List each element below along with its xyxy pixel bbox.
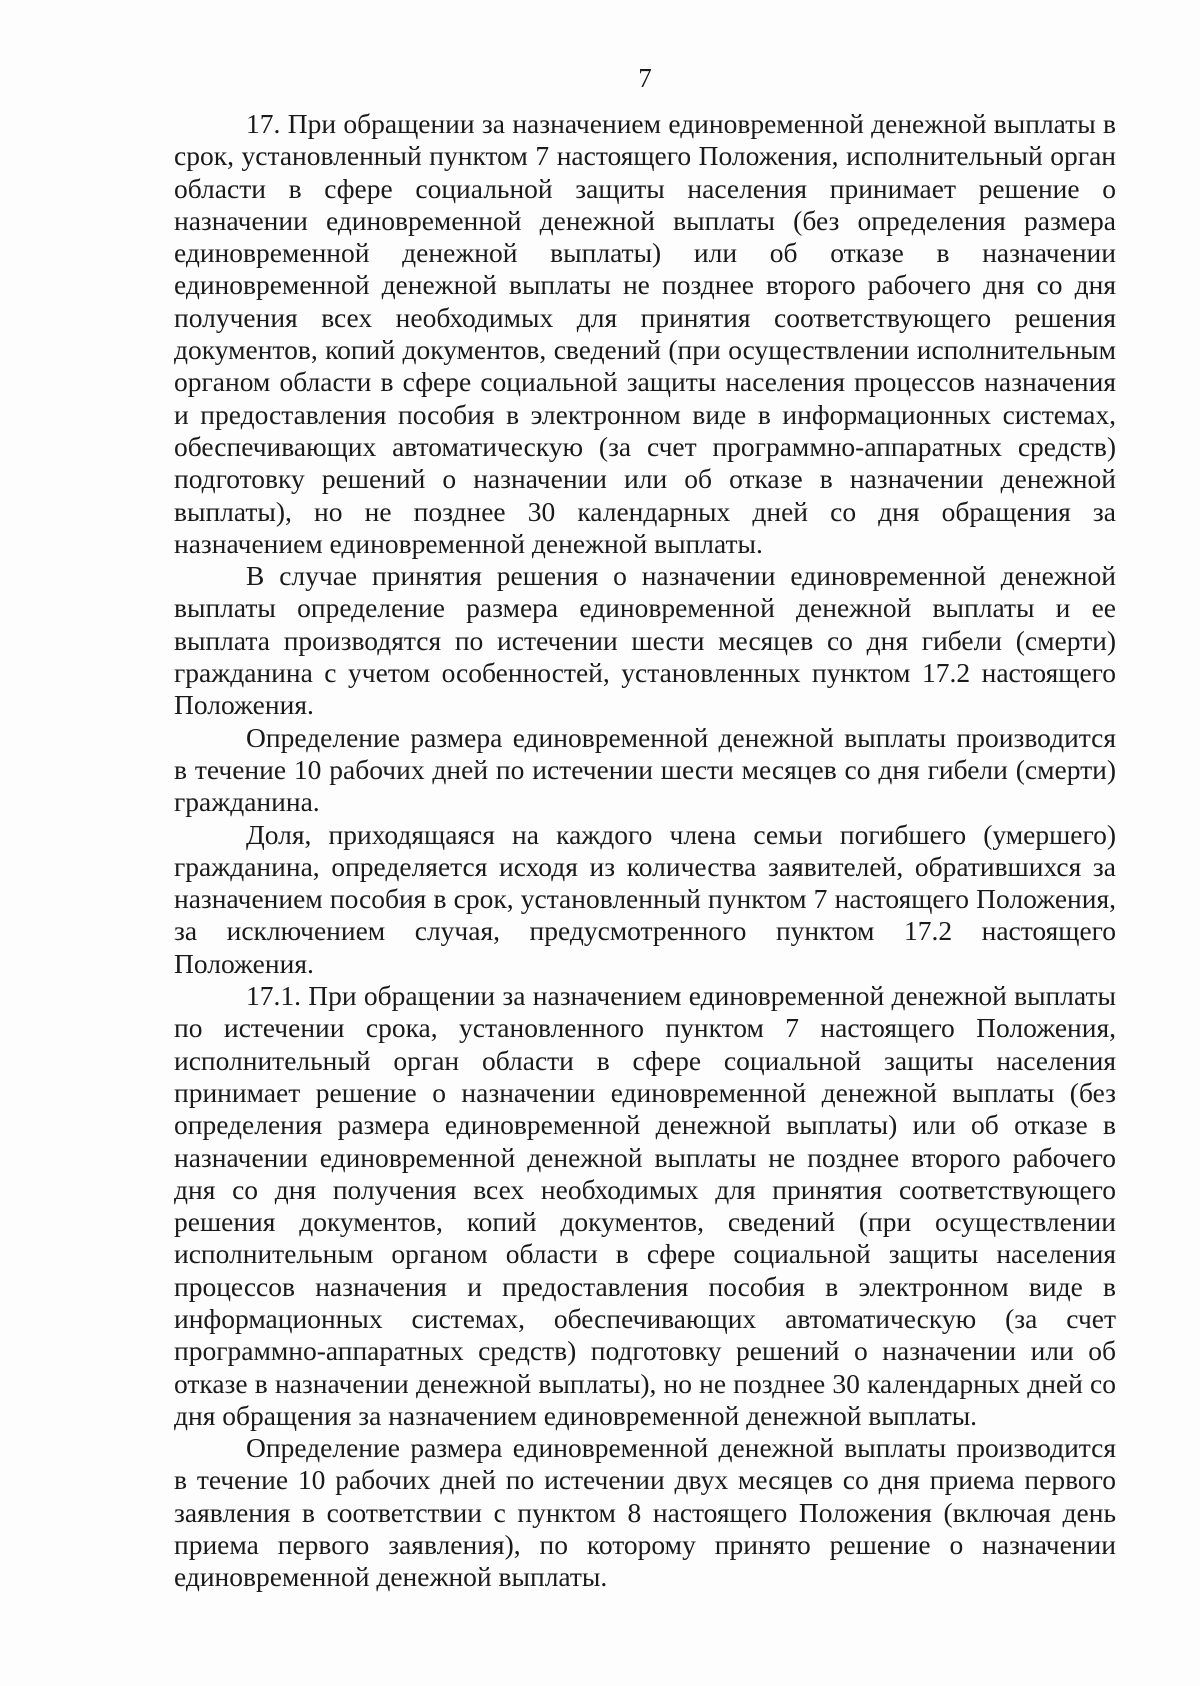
page-number: 7 (638, 63, 652, 93)
paragraph-17-amount: Определение размера единовременной денежной выплаты производится в течение 10 рабочих дней по истечении шести месяцев со дня гибели (смерти) гражданина. (174, 721, 1116, 818)
document-body (174, 108, 1116, 1594)
paragraph-17: 17. При обращении за назначением единовременной денежной выплаты в срок, установленный пунктом 7 настоящего Положения, исполнительный орган области в сфере социальной защиты населения принимает решение о назначении единовременной денежной выплаты (без определения размера единовременной денежной выплаты) или об отказе в назначении единовременной денежной выплаты не позднее второго рабочего дня со дня получения всех необходимых для принятия соответствующего решения документов, копий документов, сведений (при осуществлении исполнительным органом области в сфере социальной защиты населения процессов назначения и предоставления пособия в электронном виде в информационных системах, обеспечивающих автоматическую (за счет программно-аппаратных средств) подготовку решений о назначении или об отказе в назначении денежной выплаты), но не позднее 30 календарных дней со дня обращения за назначением единовременной денежной выплаты. (174, 108, 1116, 559)
paragraph-17-1-amount: Определение размера единовременной денежной выплаты производится в течение 10 рабочих дней по истечении двух месяцев со дня приема первого заявления в соответствии с пунктом 8 настоящего Положения (включая день приема первого заявления), по которому принято решение о назначении единовременной денежной выплаты. (174, 1432, 1116, 1593)
paragraph-17-share: Доля, приходящаяся на каждого члена семьи погибшего (умершего) гражданина, определяется исходя из количества заявителей, обратившихся за назначением пособия в срок, установленный пунктом 7 настоящего Положения, за исключением случая, предусмотренного пунктом 17.2 настоящего Положения. (174, 818, 1116, 979)
paragraph-17-1: 17.1. При обращении за назначением единовременной денежной выплаты по истечении срока, установленного пунктом 7 настоящего Положения, исполнительный орган области в сфере социальной защиты населения принимает решение о назначении единовременной денежной выплаты (без определения размера единовременной денежной выплаты) или об отказе в назначении единовременной денежной выплаты не позднее второго рабочего дня со дня получения всех необходимых для принятия соответствующего решения документов, копий документов, сведений (при осуществлении исполнительным органом области в сфере социальной защиты населения процессов назначения и предоставления пособия в электронном виде в информационных системах, обеспечивающих автоматическую (за счет программно-аппаратных средств) подготовку решений о назначении или об отказе в назначении денежной выплаты), но не позднее 30 календарных дней со дня обращения за назначением единовременной денежной выплаты. (174, 980, 1116, 1431)
paragraph-17-decision: В случае принятия решения о назначении единовременной денежной выплаты определение размера единовременной денежной выплаты и ее выплата производятся по истечении шести месяцев со дня гибели (смерти) гражданина с учетом особенностей, установленных пунктом 17.2 настоящего Положения. (174, 560, 1116, 721)
